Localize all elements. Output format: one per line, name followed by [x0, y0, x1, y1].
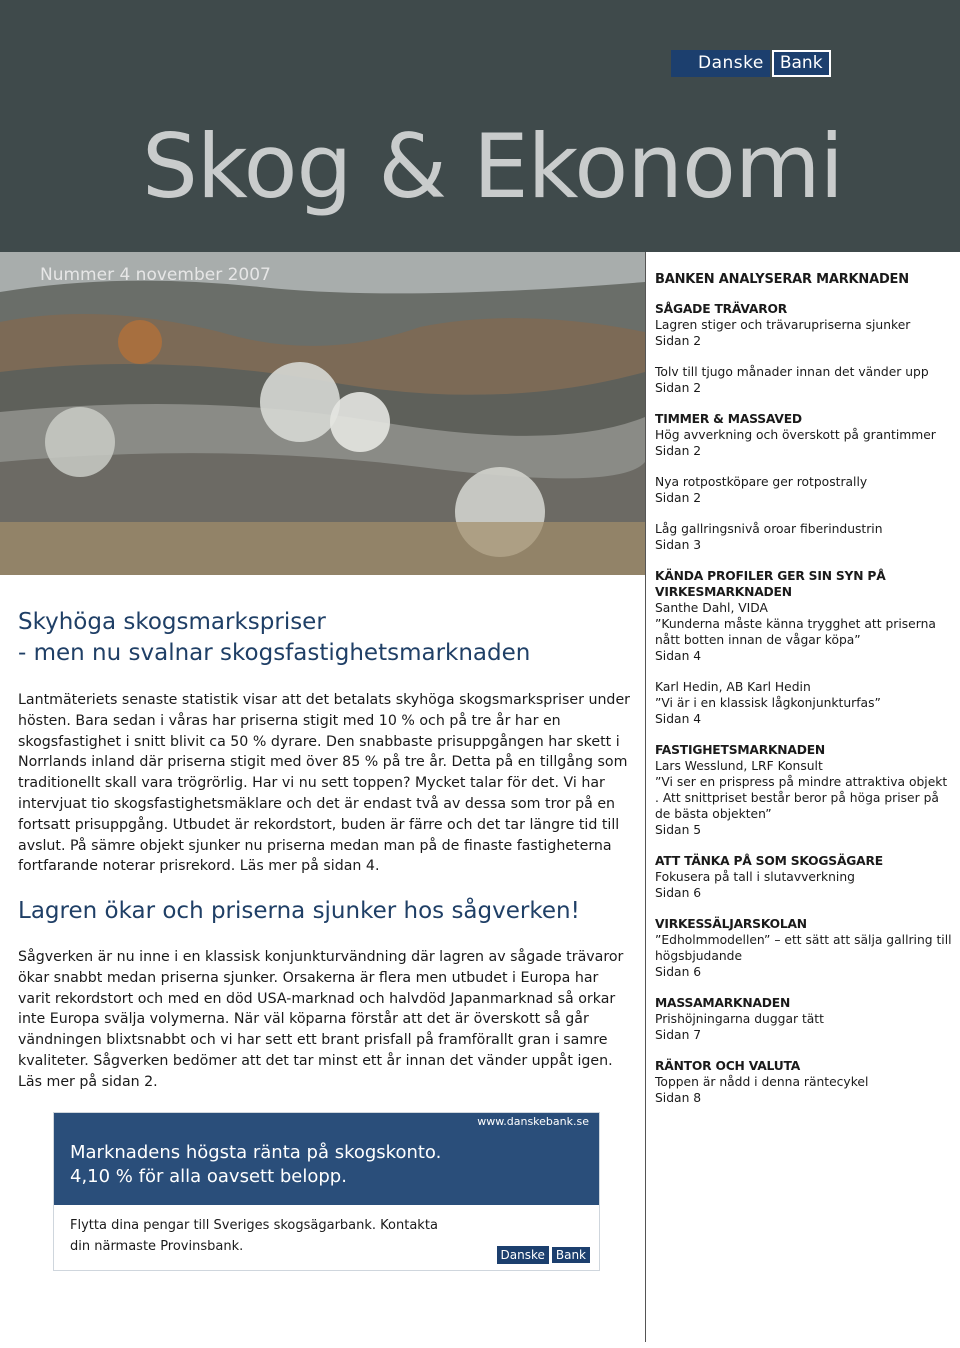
- toc-entry-line: Sidan 7: [655, 1028, 702, 1042]
- ad-danske-bank-logo: [497, 1246, 592, 1264]
- toc-entry-line: Sidan 6: [655, 965, 702, 979]
- article2-headline: Lagren ökar och priserna sjunker hos sågverken!: [18, 898, 580, 924]
- toc-entry-line: ”Vi är i en klassisk lågkonjunkturfas”: [655, 696, 881, 710]
- cover-photo: [0, 252, 645, 575]
- ad-headline-line1: Marknadens högsta ränta på skogskonto.: [70, 1142, 442, 1163]
- danske-bank-logo[interactable]: [671, 50, 831, 77]
- toc-entry-heading: ATT TÄNKA PÅ SOM SKOGSÄGARE: [655, 854, 883, 868]
- ad-logo-left: Danske: [497, 1246, 549, 1264]
- ad-headline: [70, 1141, 441, 1189]
- magazine-title: Skog & Ekonomi: [142, 115, 843, 218]
- toc-sections: [655, 301, 955, 1106]
- article1-headline: [18, 607, 530, 669]
- toc-entry-line: Toppen är nådd i denna räntecykel: [655, 1075, 869, 1089]
- ad-banner: [54, 1113, 599, 1205]
- issue-label: Nummer 4 november 2007: [40, 265, 271, 285]
- toc-entry-line: Hög avverkning och överskott på grantimmer: [655, 428, 936, 442]
- toc-entry[interactable]: [655, 1058, 955, 1106]
- toc-entry-line: Tolv till tjugo månader innan det vänder upp: [655, 365, 929, 379]
- toc-entry-heading: SÅGADE TRÄVAROR: [655, 302, 788, 316]
- ad-subtext-line2: din närmaste Provinsbank.: [70, 1239, 244, 1254]
- toc-entry[interactable]: [655, 916, 955, 980]
- toc-entry-heading: VIRKESSÄLJARSKOLAN: [655, 917, 807, 931]
- ad-logo-right: Bank: [551, 1246, 591, 1264]
- toc-entry-line: Santhe Dahl, VIDA: [655, 601, 768, 615]
- article2-body: Sågverken är nu inne i en klassisk konjunkturvändning där lagren av sågade trävaror ökar snabbt medan priserna sjunker. Orsakerna är flera men utbudet i Europa har varit rekordstort och med en död USA-marknad och halvdöd Japanmarknad så orkar inte Europa svälja volymerna. När väl köparna förstår att det är överskott så går vändningen blixtsnabbt och vi har sett ett brant prisfall på framförallt gran i samre kvaliteter. Sågverken bedömer att det tar minst ett år innan det vänder uppåt igen. Läs mer på sidan 2.: [18, 949, 624, 1090]
- article1-headline-line2: - men nu svalnar skogsfastighetsmarknaden: [18, 640, 531, 666]
- toc-entry[interactable]: [655, 364, 955, 396]
- toc-entry-line: Sidan 2: [655, 491, 702, 505]
- toc-entry-line: Sidan 4: [655, 712, 702, 726]
- toc-entry[interactable]: [655, 521, 955, 553]
- toc-entry-line: Fokusera på tall i slutavverkning: [655, 870, 855, 884]
- toc-entry-heading: TIMMER & MASSAVED: [655, 412, 802, 426]
- toc-entry-line: Sidan 8: [655, 1091, 702, 1105]
- toc-entry[interactable]: [655, 474, 955, 506]
- toc-entry-line: Sidan 2: [655, 334, 702, 348]
- toc-entry-line: ”Kunderna måste känna trygghet att priserna nått botten innan de vågar köpa”: [655, 617, 936, 647]
- ad-url-link[interactable]: www.danskebank.se: [477, 1115, 589, 1128]
- logo-text-right: Bank: [772, 50, 831, 77]
- toc-entry[interactable]: [655, 411, 955, 459]
- toc-entry-heading: FASTIGHETSMARKNADEN: [655, 743, 826, 757]
- toc-entry-line: Prishöjningarna duggar tätt: [655, 1012, 824, 1026]
- toc-entry[interactable]: [655, 301, 955, 349]
- toc-entry[interactable]: [655, 853, 955, 901]
- sidebar-divider: [645, 252, 646, 1342]
- toc-entry-line: ”Edholmmodellen” – ett sätt att sälja gallring till högsbjudande: [655, 933, 952, 963]
- toc-entry-line: Lagren stiger och trävarupriserna sjunker: [655, 318, 911, 332]
- toc-entry-line: Lars Wesslund, LRF Konsult: [655, 759, 823, 773]
- toc-entry-heading: MASSAMARKNADEN: [655, 996, 791, 1010]
- toc-entry-line: Sidan 2: [655, 444, 702, 458]
- toc-entry-line: Låg gallringsnivå oroar fiberindustrin: [655, 522, 883, 536]
- toc-entry-line: Sidan 5: [655, 823, 702, 837]
- toc-entry[interactable]: [655, 568, 955, 664]
- ad-headline-line2: 4,10 % för alla oavsett belopp.: [70, 1166, 347, 1187]
- toc-entry-line: Sidan 4: [655, 649, 702, 663]
- toc-entry-line: ”Vi ser en prispress på mindre attraktiva objekt . Att snittpriset består beror på höga priser på de bästa objekten”: [655, 775, 948, 821]
- article1-body: Lantmäteriets senaste statistik visar att det betalats skyhöga skogsmarkspriser under hösten. Bara sedan i våras har priserna stigit med 10 % och på tre år har en skogsfastighet i snitt blivit ca 50 % dyrare. Den snabbaste prisuppgången har skett i Norrlands inland där priserna stigit med över 85 % på tre år. Detta på en tillgång som traditionellt skall vara trögrörlig. Har vi nu sett toppen? Mycket talar för det. Vi har intervjuat tio skogsfastighetsmäklare och det är endast två av dessa som tror på en fortsatt prisuppgång. Utbudet är rekordstort, buden är färre och det tar längre tid till avslut. På sämre objekt sjunker nu priserna medan man på de finaste fastigheterna fortfarande noterar prisrekord. Läs mer på sidan 4.: [18, 692, 631, 875]
- toc-entry[interactable]: [655, 742, 955, 838]
- landscape-illustration: [0, 252, 645, 575]
- ad-subtext-line1: Flytta dina pengar till Sveriges skogsägarbank. Kontakta: [70, 1218, 438, 1233]
- toc-entry-line: Sidan 6: [655, 886, 702, 900]
- ad-subtext: [70, 1215, 438, 1257]
- masthead: [0, 0, 960, 252]
- advertisement[interactable]: [53, 1112, 600, 1271]
- table-of-contents: [655, 272, 955, 1121]
- toc-entry-heading: RÄNTOR OCH VALUTA: [655, 1059, 801, 1073]
- toc-entry-line: Sidan 3: [655, 538, 702, 552]
- toc-entry[interactable]: [655, 679, 955, 727]
- logo-text-left: Danske: [671, 50, 770, 77]
- toc-entry-heading: KÄNDA PROFILER GER SIN SYN PÅ VIRKESMARKNADEN: [655, 569, 886, 599]
- toc-entry-line: Nya rotpostköpare ger rotpostrally: [655, 475, 868, 489]
- article1-headline-line1: Skyhöga skogsmarkspriser: [18, 609, 326, 635]
- toc-main-heading: BANKEN ANALYSERAR MARKNADEN: [655, 272, 909, 287]
- toc-entry-line: Sidan 2: [655, 381, 702, 395]
- toc-entry[interactable]: [655, 995, 955, 1043]
- toc-entry-line: Karl Hedin, AB Karl Hedin: [655, 680, 811, 694]
